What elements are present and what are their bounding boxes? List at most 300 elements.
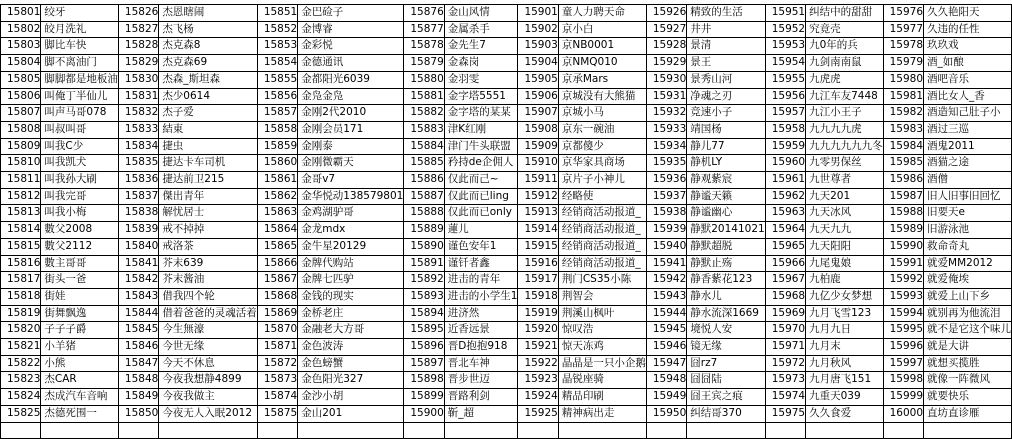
name-cell[interactable]: 金巴硷子 [298, 5, 404, 22]
id-cell[interactable]: 15858 [257, 121, 297, 138]
id-cell[interactable]: 15806 [1, 88, 41, 105]
id-cell[interactable]: 15903 [518, 38, 558, 55]
id-cell[interactable]: 15960 [765, 155, 805, 172]
id-cell[interactable]: 15849 [118, 389, 158, 406]
name-cell[interactable] [159, 422, 258, 439]
name-cell[interactable]: 金鸡湖驴哥 [298, 205, 404, 222]
id-cell[interactable]: 15925 [518, 405, 558, 422]
id-cell[interactable]: 15896 [404, 339, 444, 356]
name-cell[interactable]: 经销商活动报道_ [558, 222, 646, 239]
id-cell[interactable]: 15891 [404, 255, 444, 272]
name-cell[interactable]: 金字塔5551 [444, 88, 518, 105]
id-cell[interactable]: 15972 [765, 355, 805, 372]
name-cell[interactable]: 金刚泰 [298, 138, 404, 155]
id-cell[interactable]: 15958 [765, 121, 805, 138]
name-cell[interactable]: 芥末639 [159, 255, 258, 272]
id-cell[interactable]: 15823 [1, 372, 41, 389]
id-cell[interactable]: 15948 [646, 372, 686, 389]
name-cell[interactable]: 就是大讲 [924, 339, 1012, 356]
id-cell[interactable]: 15979 [883, 55, 923, 72]
name-cell[interactable]: 金山201 [298, 405, 404, 422]
id-cell[interactable]: 15956 [765, 88, 805, 105]
id-cell[interactable]: 15947 [646, 355, 686, 372]
id-cell[interactable]: 15882 [404, 105, 444, 122]
id-cell[interactable]: 15859 [257, 138, 297, 155]
id-cell[interactable]: 15828 [118, 38, 158, 55]
name-cell[interactable]: 叫声马哥078 [41, 105, 119, 122]
id-cell[interactable]: 15924 [518, 389, 558, 406]
name-cell[interactable]: 今生無濠 [159, 322, 258, 339]
id-cell[interactable]: 15887 [404, 188, 444, 205]
id-cell[interactable]: 15992 [883, 272, 923, 289]
id-cell[interactable]: 15886 [404, 172, 444, 189]
id-cell[interactable]: 15933 [646, 121, 686, 138]
name-cell[interactable]: 九柏鹿 [806, 272, 884, 289]
name-cell[interactable]: 今夜无人入眠2012 [159, 405, 258, 422]
name-cell[interactable]: 金钱的现实 [298, 288, 404, 305]
name-cell[interactable]: 囧王宾之痕 [687, 389, 765, 406]
name-cell[interactable]: 九天冰风 [806, 205, 884, 222]
id-cell[interactable]: 15953 [765, 38, 805, 55]
name-cell[interactable]: 晋D抱抱918 [444, 339, 518, 356]
name-cell[interactable]: 金牌七匹驴 [298, 272, 404, 289]
id-cell[interactable]: 15808 [1, 121, 41, 138]
name-cell[interactable]: 津K红刚 [444, 121, 518, 138]
name-cell[interactable]: 九零男保丝 [806, 155, 884, 172]
id-cell[interactable]: 15949 [646, 389, 686, 406]
name-cell[interactable] [41, 422, 119, 439]
name-cell[interactable]: 纠结中的甜甜 [806, 5, 884, 22]
name-cell[interactable]: 进击的小学生1 [444, 288, 518, 305]
id-cell[interactable]: 15851 [257, 5, 297, 22]
id-cell[interactable] [765, 422, 805, 439]
name-cell[interactable]: 解忧居士 [159, 205, 258, 222]
name-cell[interactable]: 京NMQ010 [558, 55, 646, 72]
id-cell[interactable]: 15905 [518, 71, 558, 88]
id-cell[interactable]: 15919 [518, 305, 558, 322]
name-cell[interactable]: 进济然 [444, 305, 518, 322]
name-cell[interactable]: 京都傻少 [558, 138, 646, 155]
id-cell[interactable]: 15876 [404, 5, 444, 22]
name-cell[interactable]: 九九九九九九冬 [806, 138, 884, 155]
name-cell[interactable]: 脚不离油门 [41, 55, 119, 72]
name-cell[interactable]: 金色波涛 [298, 339, 404, 356]
id-cell[interactable]: 15943 [646, 288, 686, 305]
name-cell[interactable] [806, 422, 884, 439]
name-cell[interactable]: 金凫金凫 [298, 88, 404, 105]
id-cell[interactable]: 15822 [1, 355, 41, 372]
name-cell[interactable]: 脚脚都是地板油 [41, 71, 119, 88]
name-cell[interactable] [444, 422, 518, 439]
id-cell[interactable]: 15967 [765, 272, 805, 289]
id-cell[interactable]: 15917 [518, 272, 558, 289]
name-cell[interactable]: 竞速小子 [687, 105, 765, 122]
name-cell[interactable]: 金字塔的某某 [444, 105, 518, 122]
id-cell[interactable]: 15937 [646, 188, 686, 205]
name-cell[interactable]: 就爱MM2012 [924, 255, 1012, 272]
id-cell[interactable]: 15921 [518, 339, 558, 356]
id-cell[interactable]: 15993 [883, 288, 923, 305]
name-cell[interactable]: 九世尊者 [806, 172, 884, 189]
id-cell[interactable]: 15865 [257, 238, 297, 255]
name-cell[interactable]: 脚比车快 [41, 38, 119, 55]
id-cell[interactable]: 15874 [257, 389, 297, 406]
id-cell[interactable]: 15911 [518, 172, 558, 189]
name-cell[interactable]: 金融老大方哥 [298, 322, 404, 339]
id-cell[interactable]: 15968 [765, 288, 805, 305]
id-cell[interactable]: 15814 [1, 222, 41, 239]
name-cell[interactable]: 金山风情 [444, 5, 518, 22]
id-cell[interactable]: 15862 [257, 188, 297, 205]
name-cell[interactable]: 金牛星20129 [298, 238, 404, 255]
id-cell[interactable]: 15812 [1, 188, 41, 205]
name-cell[interactable]: 近香远景 [444, 322, 518, 339]
name-cell[interactable]: 静香紫花123 [687, 272, 765, 289]
id-cell[interactable]: 15963 [765, 205, 805, 222]
name-cell[interactable]: 经略使 [558, 188, 646, 205]
name-cell[interactable]: 借着爸爸的灵魂活着 [159, 305, 258, 322]
name-cell[interactable]: 静水流深1669 [687, 305, 765, 322]
name-cell[interactable]: 精致的生活 [687, 5, 765, 22]
id-cell[interactable]: 15873 [257, 372, 297, 389]
name-cell[interactable]: 金博睿 [298, 21, 404, 38]
name-cell[interactable]: 金牌代购站 [298, 255, 404, 272]
name-cell[interactable]: 酒猫之途 [924, 155, 1012, 172]
name-cell[interactable]: 玖玖戏 [924, 38, 1012, 55]
id-cell[interactable] [404, 422, 444, 439]
id-cell[interactable]: 15984 [883, 138, 923, 155]
id-cell[interactable]: 15853 [257, 38, 297, 55]
name-cell[interactable]: 绞牙 [41, 5, 119, 22]
id-cell[interactable]: 15975 [765, 405, 805, 422]
id-cell[interactable]: 15868 [257, 288, 297, 305]
name-cell[interactable]: 囧rz7 [687, 355, 765, 372]
name-cell[interactable]: 京城小马 [558, 105, 646, 122]
id-cell[interactable]: 15881 [404, 88, 444, 105]
name-cell[interactable]: 杰CAR [41, 372, 119, 389]
id-cell[interactable]: 15818 [1, 288, 41, 305]
name-cell[interactable]: 井井 [687, 21, 765, 38]
name-cell[interactable]: 九月飞雪123 [806, 305, 884, 322]
name-cell[interactable]: 酒吧音乐 [924, 71, 1012, 88]
id-cell[interactable]: 15848 [118, 372, 158, 389]
id-cell[interactable]: 15906 [518, 88, 558, 105]
name-cell[interactable]: 京东一碗油 [558, 121, 646, 138]
name-cell[interactable]: 惊叹浩 [558, 322, 646, 339]
id-cell[interactable] [518, 422, 558, 439]
name-cell[interactable]: 仅此而已only [444, 205, 518, 222]
name-cell[interactable]: 杰恩瞎闹 [159, 5, 258, 22]
name-cell[interactable]: 九天九九 [806, 222, 884, 239]
id-cell[interactable]: 15977 [883, 21, 923, 38]
id-cell[interactable]: 15922 [518, 355, 558, 372]
name-cell[interactable]: 九月唐飞151 [806, 372, 884, 389]
id-cell[interactable]: 15843 [118, 288, 158, 305]
id-cell[interactable]: 15895 [404, 322, 444, 339]
id-cell[interactable]: 15920 [518, 322, 558, 339]
name-cell[interactable]: 净魂之刃 [687, 88, 765, 105]
name-cell[interactable]: 叫俺丁半仙儿 [41, 88, 119, 105]
id-cell[interactable] [257, 422, 297, 439]
id-cell[interactable]: 15833 [118, 121, 158, 138]
id-cell[interactable]: 15857 [257, 105, 297, 122]
id-cell[interactable]: 15805 [1, 71, 41, 88]
id-cell[interactable]: 15986 [883, 172, 923, 189]
id-cell[interactable]: 15932 [646, 105, 686, 122]
id-cell[interactable]: 15991 [883, 255, 923, 272]
name-cell[interactable]: 晶锐座骑 [558, 372, 646, 389]
name-cell[interactable]: 小羊猪 [41, 339, 119, 356]
name-cell[interactable]: 金色阳光327 [298, 372, 404, 389]
id-cell[interactable]: 15930 [646, 71, 686, 88]
name-cell[interactable]: 蓮儿 [444, 222, 518, 239]
id-cell[interactable]: 15999 [883, 389, 923, 406]
id-cell[interactable]: 15825 [1, 405, 41, 422]
id-cell[interactable]: 15983 [883, 121, 923, 138]
id-cell[interactable]: 15875 [257, 405, 297, 422]
id-cell[interactable]: 15894 [404, 305, 444, 322]
id-cell[interactable]: 15929 [646, 55, 686, 72]
name-cell[interactable]: 就要快乐 [924, 389, 1012, 406]
id-cell[interactable]: 15810 [1, 155, 41, 172]
id-cell[interactable]: 15952 [765, 21, 805, 38]
name-cell[interactable]: 今世无缘 [159, 339, 258, 356]
id-cell[interactable]: 15816 [1, 255, 41, 272]
name-cell[interactable]: 杰克森8 [159, 38, 258, 55]
id-cell[interactable]: 15845 [118, 322, 158, 339]
id-cell[interactable]: 15819 [1, 305, 41, 322]
id-cell[interactable]: 15969 [765, 305, 805, 322]
id-cell[interactable]: 15861 [257, 172, 297, 189]
id-cell[interactable]: 15879 [404, 55, 444, 72]
id-cell[interactable] [883, 422, 923, 439]
name-cell[interactable]: 金华悦动138579801 [298, 188, 404, 205]
name-cell[interactable]: 究竟壳 [806, 21, 884, 38]
id-cell[interactable] [118, 422, 158, 439]
name-cell[interactable]: 荆智会 [558, 288, 646, 305]
name-cell[interactable] [558, 422, 646, 439]
id-cell[interactable]: 15870 [257, 322, 297, 339]
id-cell[interactable]: 15913 [518, 205, 558, 222]
id-cell[interactable]: 15842 [118, 272, 158, 289]
name-cell[interactable]: 金属杀手 [444, 21, 518, 38]
id-cell[interactable]: 15985 [883, 155, 923, 172]
name-cell[interactable]: 旧要天e [924, 205, 1012, 222]
name-cell[interactable]: 酒比女人_香 [924, 88, 1012, 105]
name-cell[interactable]: 京NB0001 [558, 38, 646, 55]
name-cell[interactable]: 静默超脱 [687, 238, 765, 255]
name-cell[interactable]: 进击的青年 [444, 272, 518, 289]
name-cell[interactable]: 金先生7 [444, 38, 518, 55]
id-cell[interactable]: 15801 [1, 5, 41, 22]
name-cell[interactable]: 囧囧陆 [687, 372, 765, 389]
id-cell[interactable]: 15939 [646, 222, 686, 239]
name-cell[interactable] [924, 422, 1012, 439]
name-cell[interactable]: 捷达前卫215 [159, 172, 258, 189]
name-cell[interactable]: 经销商活动报道_ [558, 255, 646, 272]
id-cell[interactable]: 15981 [883, 88, 923, 105]
id-cell[interactable]: 15923 [518, 372, 558, 389]
id-cell[interactable]: 15944 [646, 305, 686, 322]
name-cell[interactable]: 镜无缘 [687, 339, 765, 356]
id-cell[interactable]: 15869 [257, 305, 297, 322]
id-cell[interactable]: 15888 [404, 205, 444, 222]
name-cell[interactable]: 杰飞杨 [159, 21, 258, 38]
id-cell[interactable]: 15914 [518, 222, 558, 239]
name-cell[interactable]: 杰克森69 [159, 55, 258, 72]
name-cell[interactable]: 杰森_斯坦森 [159, 71, 258, 88]
name-cell[interactable]: 街舞飘逸 [41, 305, 119, 322]
id-cell[interactable]: 15966 [765, 255, 805, 272]
id-cell[interactable]: 15854 [257, 55, 297, 72]
name-cell[interactable]: 今天不休息 [159, 355, 258, 372]
id-cell[interactable]: 15803 [1, 38, 41, 55]
name-cell[interactable] [687, 422, 765, 439]
id-cell[interactable]: 15982 [883, 105, 923, 122]
name-cell[interactable]: 静机LY [687, 155, 765, 172]
name-cell[interactable]: 京承Mars [558, 71, 646, 88]
name-cell[interactable]: 九九九九虎 [806, 121, 884, 138]
name-cell[interactable]: 叫我孙大刷 [41, 172, 119, 189]
name-cell[interactable]: 晋路利剑 [444, 389, 518, 406]
name-cell[interactable]: 谨色安年1 [444, 238, 518, 255]
name-cell[interactable]: 景王 [687, 55, 765, 72]
name-cell[interactable]: 金彩悦 [298, 38, 404, 55]
id-cell[interactable]: 15835 [118, 155, 158, 172]
name-cell[interactable]: 就别再为他流泪 [924, 305, 1012, 322]
id-cell[interactable]: 15813 [1, 205, 41, 222]
name-cell[interactable]: 戒不掉掉 [159, 222, 258, 239]
name-cell[interactable]: 金桥老庄 [298, 305, 404, 322]
id-cell[interactable]: 15974 [765, 389, 805, 406]
id-cell[interactable]: 15832 [118, 105, 158, 122]
name-cell[interactable]: 今夜我做主 [159, 389, 258, 406]
id-cell[interactable]: 15864 [257, 222, 297, 239]
name-cell[interactable]: 叫我凯犬 [41, 155, 119, 172]
name-cell[interactable]: 静谧幽心 [687, 205, 765, 222]
name-cell[interactable]: 晋北车神 [444, 355, 518, 372]
name-cell[interactable]: 九月九日 [806, 322, 884, 339]
name-cell[interactable]: 就爱俺埃 [924, 272, 1012, 289]
id-cell[interactable]: 15846 [118, 339, 158, 356]
name-cell[interactable]: 就像一阵微风 [924, 372, 1012, 389]
name-cell[interactable]: 久久艳阳天 [924, 5, 1012, 22]
id-cell[interactable]: 15839 [118, 222, 158, 239]
name-cell[interactable]: 经销商活动报道_ [558, 238, 646, 255]
name-cell[interactable]: 景清 [687, 38, 765, 55]
id-cell[interactable]: 15836 [118, 172, 158, 189]
id-cell[interactable]: 15995 [883, 322, 923, 339]
id-cell[interactable]: 15901 [518, 5, 558, 22]
id-cell[interactable]: 15863 [257, 205, 297, 222]
id-cell[interactable]: 15883 [404, 121, 444, 138]
id-cell[interactable]: 15826 [118, 5, 158, 22]
id-cell[interactable]: 15961 [765, 172, 805, 189]
id-cell[interactable]: 15827 [118, 21, 158, 38]
id-cell[interactable]: 15829 [118, 55, 158, 72]
name-cell[interactable]: 仅此而已ling [444, 188, 518, 205]
name-cell[interactable]: 叫我完哥 [41, 188, 119, 205]
id-cell[interactable]: 15909 [518, 138, 558, 155]
id-cell[interactable]: 15900 [404, 405, 444, 422]
id-cell[interactable]: 15844 [118, 305, 158, 322]
name-cell[interactable]: 金都阳光6039 [298, 71, 404, 88]
id-cell[interactable]: 15889 [404, 222, 444, 239]
id-cell[interactable]: 15936 [646, 172, 686, 189]
id-cell[interactable]: 15934 [646, 138, 686, 155]
id-cell[interactable]: 15980 [883, 71, 923, 88]
id-cell[interactable]: 15916 [518, 255, 558, 272]
id-cell[interactable]: 15928 [646, 38, 686, 55]
name-cell[interactable]: 九剑南南鼠 [806, 55, 884, 72]
name-cell[interactable]: 今夜我想静4899 [159, 372, 258, 389]
id-cell[interactable]: 15950 [646, 405, 686, 422]
id-cell[interactable]: 15973 [765, 372, 805, 389]
name-cell[interactable]: 酒过三巡 [924, 121, 1012, 138]
id-cell[interactable]: 15885 [404, 155, 444, 172]
name-cell[interactable]: 九天阳阳 [806, 238, 884, 255]
id-cell[interactable]: 15908 [518, 121, 558, 138]
name-cell[interactable]: 旧游泳池 [924, 222, 1012, 239]
id-cell[interactable]: 15841 [118, 255, 158, 272]
id-cell[interactable]: 15830 [118, 71, 158, 88]
name-cell[interactable]: 金德通讯 [298, 55, 404, 72]
name-cell[interactable]: 津门牛头联盟 [444, 138, 518, 155]
name-cell[interactable]: 金沙小胡 [298, 389, 404, 406]
id-cell[interactable]: 15964 [765, 222, 805, 239]
name-cell[interactable]: 金龙mdx [298, 222, 404, 239]
id-cell[interactable]: 15811 [1, 172, 41, 189]
name-cell[interactable]: 京华家具商场 [558, 155, 646, 172]
name-cell[interactable]: 境悦人安 [687, 322, 765, 339]
name-cell[interactable]: 街头一爸 [41, 272, 119, 289]
name-cell[interactable]: 九月末 [806, 339, 884, 356]
name-cell[interactable]: 京片子小神儿 [558, 172, 646, 189]
id-cell[interactable]: 15927 [646, 21, 686, 38]
name-cell[interactable]: 仅此而己~ [444, 172, 518, 189]
name-cell[interactable]: 九江车友7448 [806, 88, 884, 105]
name-cell[interactable]: 晶晶是一只小企鹅 [558, 355, 646, 372]
name-cell[interactable]: 静默止殇 [687, 255, 765, 272]
id-cell[interactable]: 15815 [1, 238, 41, 255]
id-cell[interactable]: 15959 [765, 138, 805, 155]
id-cell[interactable]: 15820 [1, 322, 41, 339]
id-cell[interactable]: 15867 [257, 272, 297, 289]
id-cell[interactable]: 15996 [883, 339, 923, 356]
name-cell[interactable]: 數主哥哥 [41, 255, 119, 272]
name-cell[interactable]: 九尾鬼娘 [806, 255, 884, 272]
id-cell[interactable]: 15942 [646, 272, 686, 289]
name-cell[interactable]: 九月秋风 [806, 355, 884, 372]
id-cell[interactable]: 15904 [518, 55, 558, 72]
id-cell[interactable]: 15962 [765, 188, 805, 205]
id-cell[interactable]: 15954 [765, 55, 805, 72]
id-cell[interactable]: 15915 [518, 238, 558, 255]
id-cell[interactable]: 15840 [118, 238, 158, 255]
name-cell[interactable]: 皎月洗礼 [41, 21, 119, 38]
name-cell[interactable]: 傑出青年 [159, 188, 258, 205]
id-cell[interactable]: 15838 [118, 205, 158, 222]
id-cell[interactable]: 15938 [646, 205, 686, 222]
name-cell[interactable]: 惊天冻鸡 [558, 339, 646, 356]
name-cell[interactable]: 金刚微霸天 [298, 155, 404, 172]
name-cell[interactable]: 九重天039 [806, 389, 884, 406]
id-cell[interactable]: 15856 [257, 88, 297, 105]
id-cell[interactable]: 15877 [404, 21, 444, 38]
name-cell[interactable]: 數父2112 [41, 238, 119, 255]
name-cell[interactable]: 就爱上山下乡 [924, 288, 1012, 305]
id-cell[interactable]: 15987 [883, 188, 923, 205]
